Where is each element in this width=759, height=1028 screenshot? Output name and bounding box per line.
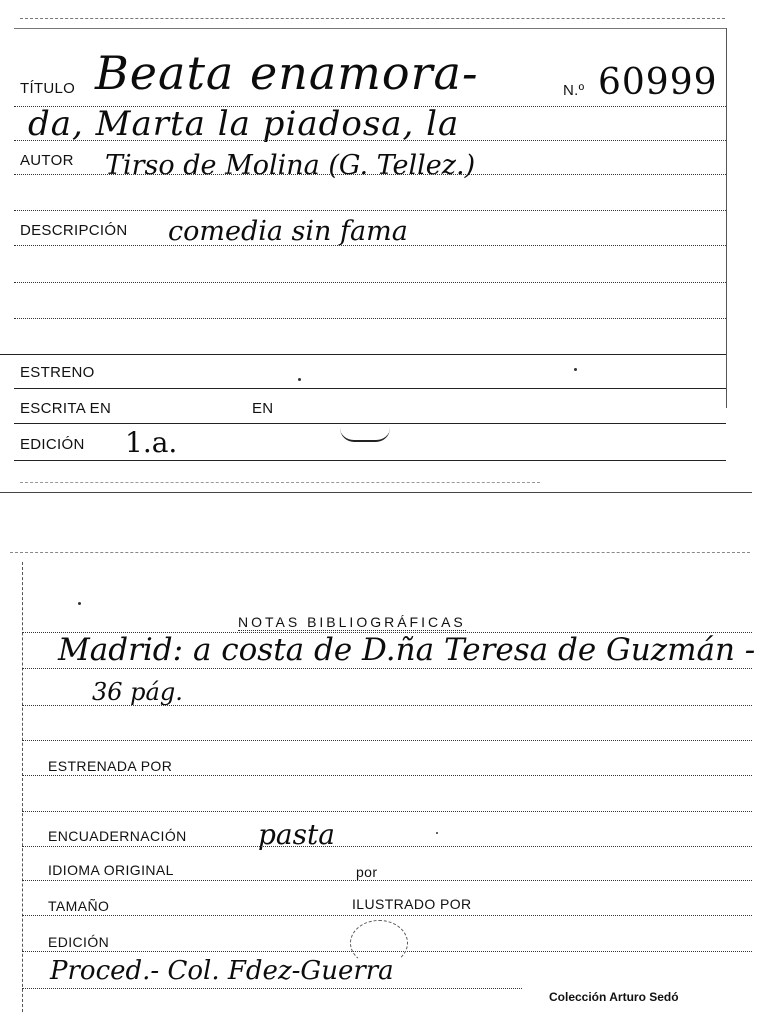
edicion-label: EDICIÓN — [20, 436, 85, 453]
descripcion-line — [14, 245, 726, 246]
estreno-label: ESTRENO — [20, 364, 95, 381]
ink-speck — [574, 368, 577, 371]
edicion-line — [14, 460, 726, 461]
titulo-line-2 — [14, 140, 726, 141]
card-top-edge — [10, 552, 750, 553]
ink-speck — [298, 378, 301, 381]
escrita-line — [14, 423, 726, 424]
idioma-original-label: IDIOMA ORIGINAL — [48, 862, 174, 878]
descripcion-value: comedia sin fama — [168, 216, 408, 247]
titulo-value-line1: Beata enamora- — [95, 46, 479, 100]
ink-speck — [78, 602, 81, 605]
card-bottom-edge — [20, 482, 540, 483]
catalog-card-front — [0, 0, 759, 495]
descripcion-label: DESCRIPCIÓN — [20, 222, 128, 239]
notas-line-2 — [22, 705, 752, 706]
ilustrado-por-label: ILUSTRADO POR — [352, 896, 472, 912]
idioma-line — [22, 880, 752, 881]
en-label: EN — [252, 400, 274, 417]
notas-line1: Madrid: a costa de D.ña Teresa de Guzmán - — [58, 632, 756, 668]
titulo-label: TÍTULO — [20, 80, 76, 97]
estrenada-por-label: ESTRENADA POR — [48, 758, 173, 774]
blank-line-3 — [14, 318, 726, 319]
estrenada-line — [22, 775, 752, 776]
tamano-line — [22, 915, 752, 916]
notas-line-3 — [22, 740, 752, 741]
blank-line-4 — [0, 354, 726, 355]
collection-credit: Colección Arturo Sedó — [549, 990, 679, 1004]
blank-line-1 — [14, 210, 726, 211]
encuadernacion-value: pasta — [258, 818, 335, 851]
card-right-border — [726, 28, 727, 408]
card-top-edge — [20, 18, 725, 19]
card-top-rule — [14, 28, 726, 29]
por-label: por — [356, 864, 378, 880]
smudge-mark — [340, 428, 390, 442]
numero-value: 60999 — [598, 62, 718, 103]
notas-line-1 — [22, 668, 752, 669]
card-left-border — [22, 562, 23, 1012]
estreno-line — [14, 388, 726, 389]
encuadernacion-line — [22, 846, 752, 847]
edicion-value: 1.a. — [125, 426, 178, 459]
ink-speck — [436, 832, 438, 834]
tamano-label: TAMAÑO — [48, 898, 110, 914]
blank-line-back-1 — [22, 811, 752, 812]
blank-line-2 — [14, 282, 726, 283]
catalog-card-back — [0, 540, 759, 1028]
procedencia-line — [22, 988, 522, 989]
autor-line — [14, 174, 726, 175]
escrita-en-label: ESCRITA EN — [20, 400, 112, 417]
titulo-value-line2: da, Marta la piadosa, la — [28, 104, 460, 144]
autor-value: Tirso de Molina (G. Tellez.) — [105, 150, 476, 181]
procedencia-value: Proced.- Col. Fdez-Guerra — [50, 956, 394, 986]
card-separator — [0, 492, 752, 493]
edicion-back-label: EDICIÓN — [48, 934, 110, 950]
autor-label: AUTOR — [20, 152, 74, 169]
notas-heading: NOTAS BIBLIOGRÁFICAS — [238, 614, 466, 630]
notas-line2: 36 pág. — [92, 678, 183, 706]
encuadernacion-label: ENCUADERNACIÓN — [48, 828, 187, 844]
numero-label: N.º — [563, 82, 585, 99]
